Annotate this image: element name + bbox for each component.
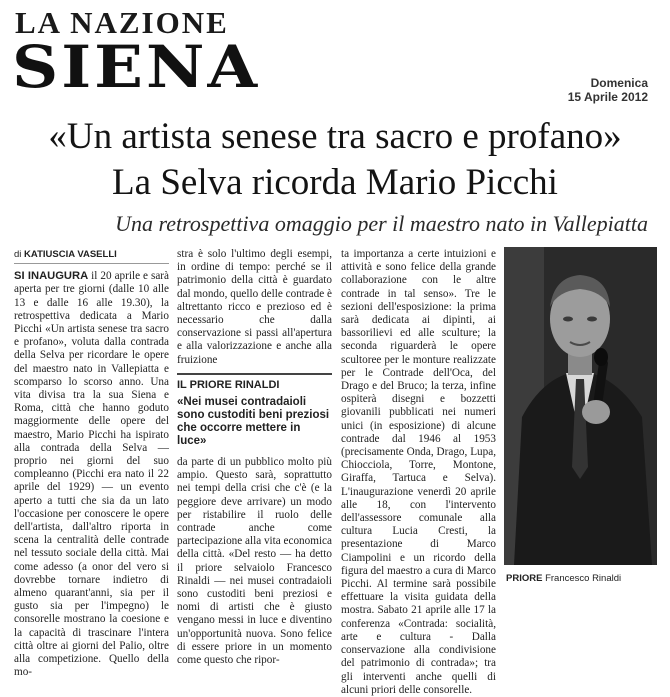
subheadline: Una retrospettiva omaggio per il maestro nato in Vallepiatta [115,211,648,236]
byline-prefix: di [14,249,22,260]
headline-line-1: «Un artista senese tra sacro e profano» [48,116,622,157]
article-column-1-text: il 20 aprile e sarà aperta per tre giorni (dalle 10 alle 13 e dalle 16 alle 19.30), la retrospettiva dedicata a Mario Picchi «Un artista senese tra sacro e profano», voluta dalla contrada della Selva per ricordare le opere del maestro nato in Vallepiatta e scomparso lo scorso anno. Una vita divisa tra la sua Siena e Roma, città che hanno goduto maggiormente delle opere del maestro, Mario Picchi ha ispirato alla contrada della Selva — proprio nei giorni del suo compleanno (Picchi era nato il 22 aprile del 1929) — un evento aperto a tutti che sia da un lato l'occasione per conoscere le opere dell'artista, dall'altro riporta in scena la centralità delle contrade nel tessuto sociale della città. Mai come adesso (a onor del vero si dovrebbe tornare indietro di almeno quarant'anni, sia per il gusto sia per l'impegno) le consorelle mostrano la coesione e la capacità di trascinare l'intera città oltre ai giorni del Palio, oltre alla competizione. Quello della mo- [14,270,169,679]
byline [14,248,169,264]
sidebar-box [177,373,332,448]
article-lead: SI INAUGURA [14,270,89,283]
sidebar-title: IL PRIORE RINALDI [177,373,332,392]
headline-line-2: La Selva ricorda Mario Picchi [112,162,558,203]
newspaper-name: LA NAZIONE [15,5,229,40]
weekday: Domenica [590,76,648,90]
article-column-2-bottom: da parte di un pubblico molto più ampio. Questo sarà, soprattutto nei tempi della crisi che c'è (e la peggiore deve arrivare) un modo per ristabilire il ruolo delle contrade anche come partecipazione alla vita economica della città. «Del resto — ha detto il priore selvaiolo Francesco Rinaldi — nei musei contradaioli sono custoditi beni preziosi e nomi di artisti che è giusto vengano messi in luce e diventino un'opportunità nuova. Sono felice di essere priore in un momento come questo che ripor- [177,456,332,667]
article-column-2-top: stra è solo l'ultimo degli esempi, in ordine di tempo: perché se il patrimonio della città è guardato dal mondo, quello delle contrade è altrettanto ricco e prezioso ed è necessario che dalla conservazione si passi all'apertura e alla valorizzazione e anche alla fruizione [177,248,332,366]
article-column-3: ta importanza a certe intuizioni e attività e sono felice della grande collaborazione con le altre contrade in tal senso». Tre le sezioni dell'esposizione: la prima sarà dedicata ai dipinti, ai bassorilievi ed alle sculture; la seconda riguarderà le opere scultoree per le monture realizzate per le Contrade dell'Oca, del Drago e del Bruco; la terza, infine ospiterà disegni e bozzetti giovanili pubblicati nei numeri unici (in esposizione) di alcune contrade dal 1946 al 1953 (precisamente Onda, Drago, Lupa, Chiocciola, Torre, Montone, Giraffa, Tartuca e Selva). L'inaugurazione venerdì 20 aprile alle 18, con l'intervento dell'assessore comunale alla cultura Lucia Cresti, la presentazione di Marco Ciampolini e un ricordo della figura del maestro a cura di Marco Picchi. Al termine sarà possibile effettuare la visita guidata della mostra. Sabato 21 aprile alle 17 la conferenza «Contrada: socialità, arte e cultura - Dalla conservazione alla condivisione del patrimonio di contrada»; tra gli interventi anche quelli di alcuni priori delle consorelle. [341,248,496,696]
publication-date [568,76,648,104]
sidebar-quote: «Nei musei contradaioli sono custoditi beni preziosi che occorre mettere in luce» [177,396,330,448]
portrait-photo [504,247,657,565]
caption-label: PRIORE [506,573,543,584]
date: 15 Aprile 2012 [567,90,648,104]
article-column-2 [177,248,332,667]
article-column-1 [14,248,169,680]
edition-city: SIENA [12,33,261,102]
photo-caption [506,573,621,584]
caption-name: Francesco Rinaldi [545,573,622,584]
byline-author: KATIUSCIA VASELLI [24,249,117,260]
